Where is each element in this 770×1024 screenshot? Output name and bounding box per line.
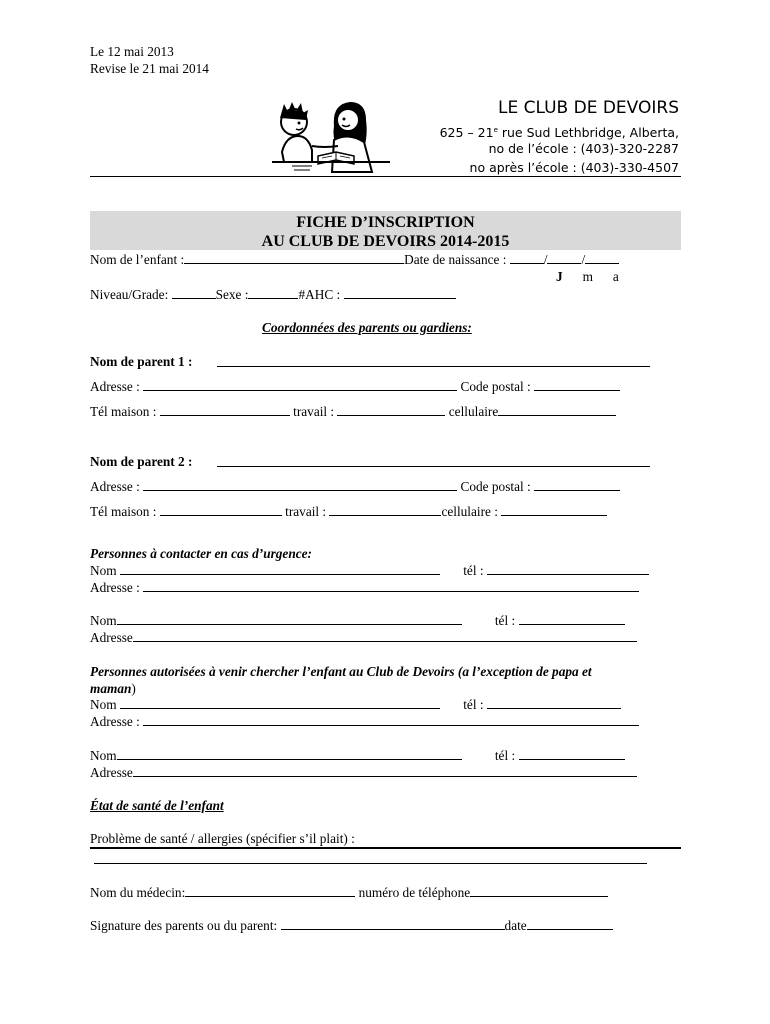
form-title-line2: AU CLUB DE DEVOIRS 2014-2015	[261, 233, 510, 250]
emergency2-tel-field[interactable]	[519, 613, 625, 625]
club-address: 625 – 21e rue Sud Lethbridge, Alberta,	[439, 125, 679, 141]
signature-field[interactable]	[281, 918, 505, 930]
parent2-phone-row: Tél maison : travail : cellulaire :	[90, 504, 607, 519]
child-name-row: Nom de l’enfant : Date de naissance : / /	[90, 252, 619, 267]
health-heading: État de santé de l’enfant	[90, 798, 224, 813]
grade-row: Niveau/Grade: Sexe : #AHC :	[90, 287, 456, 302]
authorized1-name-row: Nom tél :	[90, 697, 621, 712]
authorized1-address-field[interactable]	[143, 714, 639, 726]
parent2-address-row: Adresse : Code postal :	[90, 479, 620, 494]
emergency1-address-row: Adresse :	[90, 580, 639, 595]
club-phone-school: no de l’école : (403)-320-2287	[488, 141, 679, 156]
header-divider	[90, 176, 681, 177]
doctor-name-field[interactable]	[185, 885, 355, 897]
doctor-phone-field[interactable]	[470, 885, 608, 897]
emergency1-name-row: Nom tél :	[90, 563, 649, 578]
dob-month-field[interactable]	[547, 252, 581, 264]
authorized2-name-field[interactable]	[117, 748, 462, 760]
emergency1-address-field[interactable]	[143, 580, 639, 592]
child-name-field[interactable]	[184, 252, 404, 264]
parent2-label: Nom de parent 2 :	[90, 454, 193, 469]
emergency1-name-field[interactable]	[120, 563, 440, 575]
authorized1-name-field[interactable]	[120, 697, 440, 709]
emergency2-address-row: Adresse	[90, 630, 637, 645]
parent1-address-field[interactable]	[143, 379, 457, 391]
parent1-work-field[interactable]	[337, 404, 445, 416]
authorized2-address-row: Adresse	[90, 765, 637, 780]
health-problem-label: Problème de santé / allergies (spécifier s’il plait) :	[90, 831, 355, 846]
emergency2-address-field[interactable]	[133, 630, 637, 642]
dob-hint: J m a	[556, 269, 619, 284]
parents-heading: Coordonnées des parents ou gardiens:	[262, 320, 472, 335]
date-written: Le 12 mai 2013	[90, 44, 174, 59]
parent1-cell-field[interactable]	[498, 404, 616, 416]
authorized-heading: Personnes autorisées à venir chercher l’enfant au Club de Devoirs (a l’exception de papa et	[90, 664, 592, 679]
club-name: LE CLUB DE DEVOIRS	[497, 98, 679, 118]
authorized1-address-row: Adresse :	[90, 714, 639, 729]
ahc-field[interactable]	[344, 287, 456, 299]
date-revised: Revise le 21 mai 2014	[90, 61, 209, 76]
club-logo-illustration	[268, 96, 398, 178]
signature-date-field[interactable]	[527, 918, 613, 930]
health-problem-field-2[interactable]	[94, 863, 647, 864]
parent1-postal-field[interactable]	[534, 379, 620, 391]
authorized1-tel-field[interactable]	[487, 697, 621, 709]
parent2-work-field[interactable]	[329, 504, 441, 516]
emergency2-name-row: Nom tél :	[90, 613, 625, 628]
parent1-address-row: Adresse : Code postal :	[90, 379, 620, 394]
parent1-label: Nom de parent 1 :	[90, 354, 193, 369]
parent2-cell-field[interactable]	[501, 504, 607, 516]
parent1-home-field[interactable]	[160, 404, 290, 416]
parent2-postal-field[interactable]	[534, 479, 620, 491]
parent1-phone-row: Tél maison : travail : cellulaire	[90, 404, 616, 419]
doctor-row: Nom du médecin: numéro de téléphone	[90, 885, 608, 900]
parent2-address-field[interactable]	[143, 479, 457, 491]
parent2-name-field[interactable]	[217, 466, 650, 467]
authorized2-tel-field[interactable]	[519, 748, 625, 760]
parent2-home-field[interactable]	[160, 504, 282, 516]
dob-day-field[interactable]	[510, 252, 544, 264]
health-problem-field[interactable]	[90, 847, 681, 849]
club-phone-after: no après l’école : (403)-330-4507	[469, 160, 679, 175]
sex-field[interactable]	[248, 287, 298, 299]
grade-field[interactable]	[172, 287, 216, 299]
emergency2-name-field[interactable]	[117, 613, 462, 625]
dob-year-field[interactable]	[585, 252, 619, 264]
emergency1-tel-field[interactable]	[487, 563, 649, 575]
authorized2-name-row: Nom tél :	[90, 748, 625, 763]
form-title-line1: FICHE D’INSCRIPTION	[296, 214, 475, 231]
authorized2-address-field[interactable]	[133, 765, 637, 777]
emergency-heading: Personnes à contacter en cas d’urgence:	[90, 546, 312, 561]
parent1-name-field[interactable]	[217, 366, 650, 367]
signature-row: Signature des parents ou du parent: date	[90, 918, 613, 933]
authorized-heading-cont: maman)	[90, 681, 136, 696]
